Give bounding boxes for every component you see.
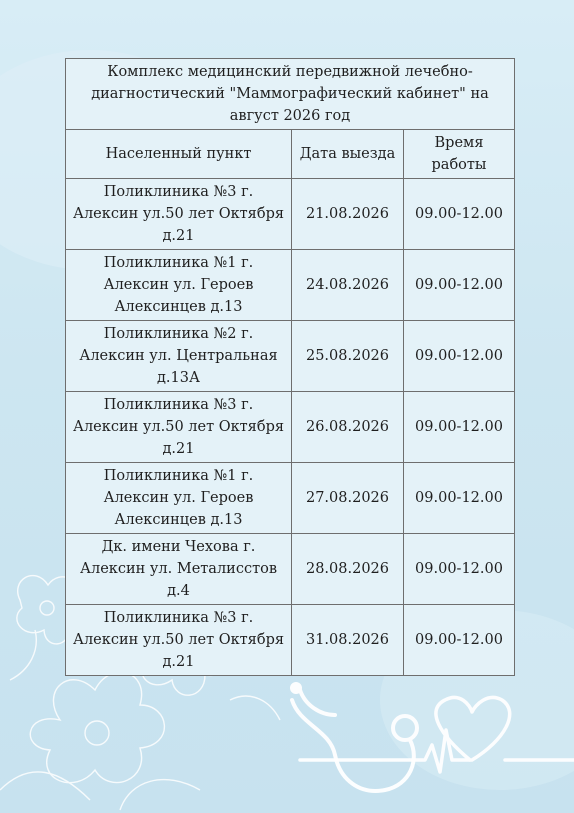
place-cell: Дк. имени Чехова г. Алексин ул. Металисстов д.4 [66, 534, 292, 605]
place-cell: Поликлиника №3 г. Алексин ул.50 лет Октября д.21 [66, 392, 292, 463]
place-cell: Поликлиника №1 г. Алексин ул. Героев Алексинцев д.13 [66, 463, 292, 534]
mammography-schedule-table [65, 58, 515, 676]
table-row [66, 321, 515, 392]
time-cell: 09.00-12.00 [404, 534, 515, 605]
table-row [66, 250, 515, 321]
table-row [66, 392, 515, 463]
place-cell: Поликлиника №3 г. Алексин ул.50 лет Октября д.21 [66, 179, 292, 250]
time-cell: 09.00-12.00 [404, 179, 515, 250]
table-row [66, 179, 515, 250]
date-cell: 24.08.2026 [292, 250, 404, 321]
place-cell: Поликлиника №3 г. Алексин ул.50 лет Октября д.21 [66, 605, 292, 676]
date-cell: 28.08.2026 [292, 534, 404, 605]
time-cell: 09.00-12.00 [404, 463, 515, 534]
time-cell: 09.00-12.00 [404, 392, 515, 463]
table-row [66, 605, 515, 676]
date-cell: 26.08.2026 [292, 392, 404, 463]
time-cell: 09.00-12.00 [404, 321, 515, 392]
place-cell: Поликлиника №1 г. Алексин ул. Героев Алексинцев д.13 [66, 250, 292, 321]
table-row [66, 534, 515, 605]
place-cell: Поликлиника №2 г. Алексин ул. Центральная д.13А [66, 321, 292, 392]
time-cell: 09.00-12.00 [404, 605, 515, 676]
column-header-time: Время работы [404, 130, 515, 179]
time-cell: 09.00-12.00 [404, 250, 515, 321]
date-cell: 27.08.2026 [292, 463, 404, 534]
column-header-date: Дата выезда [292, 130, 404, 179]
date-cell: 21.08.2026 [292, 179, 404, 250]
date-cell: 31.08.2026 [292, 605, 404, 676]
schedule-title: Комплекс медицинский передвижной лечебно-диагностический "Маммографический кабинет" на август 2026 год [66, 59, 515, 130]
table-row [66, 463, 515, 534]
column-header-place: Населенный пункт [66, 130, 292, 179]
date-cell: 25.08.2026 [292, 321, 404, 392]
table-header-row [66, 130, 515, 179]
